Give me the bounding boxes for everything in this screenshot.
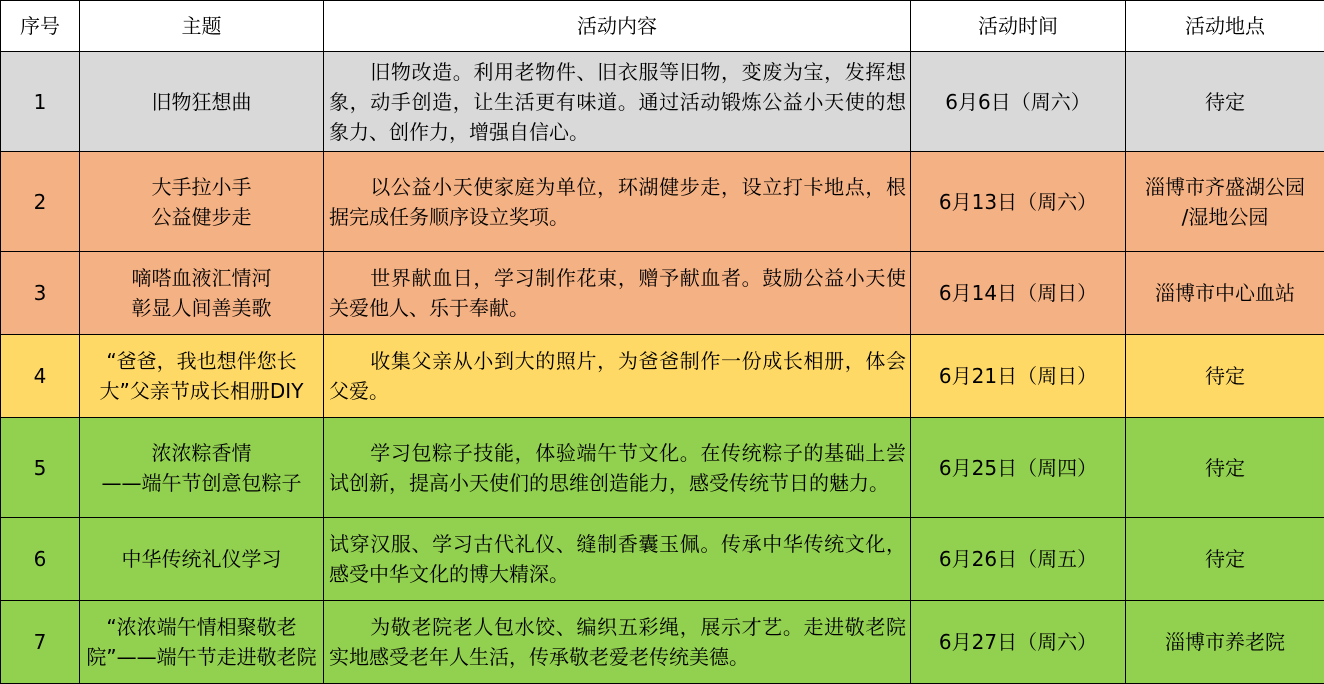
cell-theme: 嘀嗒血液汇情河 彰显人间善美歌: [80, 252, 324, 335]
header-row: [1, 1, 1324, 52]
cell-time: 6月13日（周六）: [911, 152, 1126, 252]
cell-place: 待定: [1126, 418, 1324, 518]
cell-no: 4: [1, 335, 80, 418]
cell-content: 学习包粽子技能，体验端午节文化。在传统粽子的基础上尝试创新，提高小天使们的思维创造能力，感受传统节日的魅力。: [324, 418, 911, 518]
table-row: [1, 52, 1324, 152]
cell-place: 待定: [1126, 335, 1324, 418]
cell-no: 6: [1, 518, 80, 601]
cell-time: 6月27日（周六）: [911, 601, 1126, 684]
cell-theme: 浓浓粽香情 ——端午节创意包粽子: [80, 418, 324, 518]
table-row: [1, 335, 1324, 418]
cell-time: 6月6日（周六）: [911, 52, 1126, 152]
cell-theme: “爸爸，我也想伴您长大”父亲节成长相册DIY: [80, 335, 324, 418]
cell-place: 待定: [1126, 52, 1324, 152]
cell-no: 2: [1, 152, 80, 252]
cell-time: 6月21日（周日）: [911, 335, 1126, 418]
cell-time: 6月14日（周日）: [911, 252, 1126, 335]
cell-theme: 旧物狂想曲: [80, 52, 324, 152]
header-theme: 主题: [80, 1, 324, 52]
cell-no: 7: [1, 601, 80, 684]
cell-place: 待定: [1126, 518, 1324, 601]
table-row: [1, 518, 1324, 601]
header-time: 活动时间: [911, 1, 1126, 52]
header-content: 活动内容: [324, 1, 911, 52]
cell-content: 旧物改造。利用老物件、旧衣服等旧物，变废为宝，发挥想象，动手创造，让生活更有味道。通过活动锻炼公益小天使的想象力、创作力，增强自信心。: [324, 52, 911, 152]
cell-content: 以公益小天使家庭为单位，环湖健步走，设立打卡地点，根据完成任务顺序设立奖项。: [324, 152, 911, 252]
cell-content: 试穿汉服、学习古代礼仪、缝制香囊玉佩。传承中华传统文化，感受中华文化的博大精深。: [324, 518, 911, 601]
cell-place: 淄博市养老院: [1126, 601, 1324, 684]
cell-theme: “浓浓端午情相聚敬老院”——端午节走进敬老院: [80, 601, 324, 684]
cell-place: 淄博市齐盛湖公园 /湿地公园: [1126, 152, 1324, 252]
cell-content: 为敬老院老人包水饺、编织五彩绳，展示才艺。走进敬老院实地感受老年人生活，传承敬老爱老传统美德。: [324, 601, 911, 684]
table-row: [1, 252, 1324, 335]
table-row: [1, 601, 1324, 684]
cell-time: 6月25日（周四）: [911, 418, 1126, 518]
cell-no: 5: [1, 418, 80, 518]
cell-content: 世界献血日，学习制作花束，赠予献血者。鼓励公益小天使关爱他人、乐于奉献。: [324, 252, 911, 335]
cell-no: 1: [1, 52, 80, 152]
cell-time: 6月26日（周五）: [911, 518, 1126, 601]
cell-theme: 中华传统礼仪学习: [80, 518, 324, 601]
header-place: 活动地点: [1126, 1, 1324, 52]
cell-content: 收集父亲从小到大的照片，为爸爸制作一份成长相册，体会父爱。: [324, 335, 911, 418]
cell-theme: 大手拉小手 公益健步走: [80, 152, 324, 252]
cell-place: 淄博市中心血站: [1126, 252, 1324, 335]
table-row: [1, 418, 1324, 518]
cell-no: 3: [1, 252, 80, 335]
table-row: [1, 152, 1324, 252]
header-no: 序号: [1, 1, 80, 52]
